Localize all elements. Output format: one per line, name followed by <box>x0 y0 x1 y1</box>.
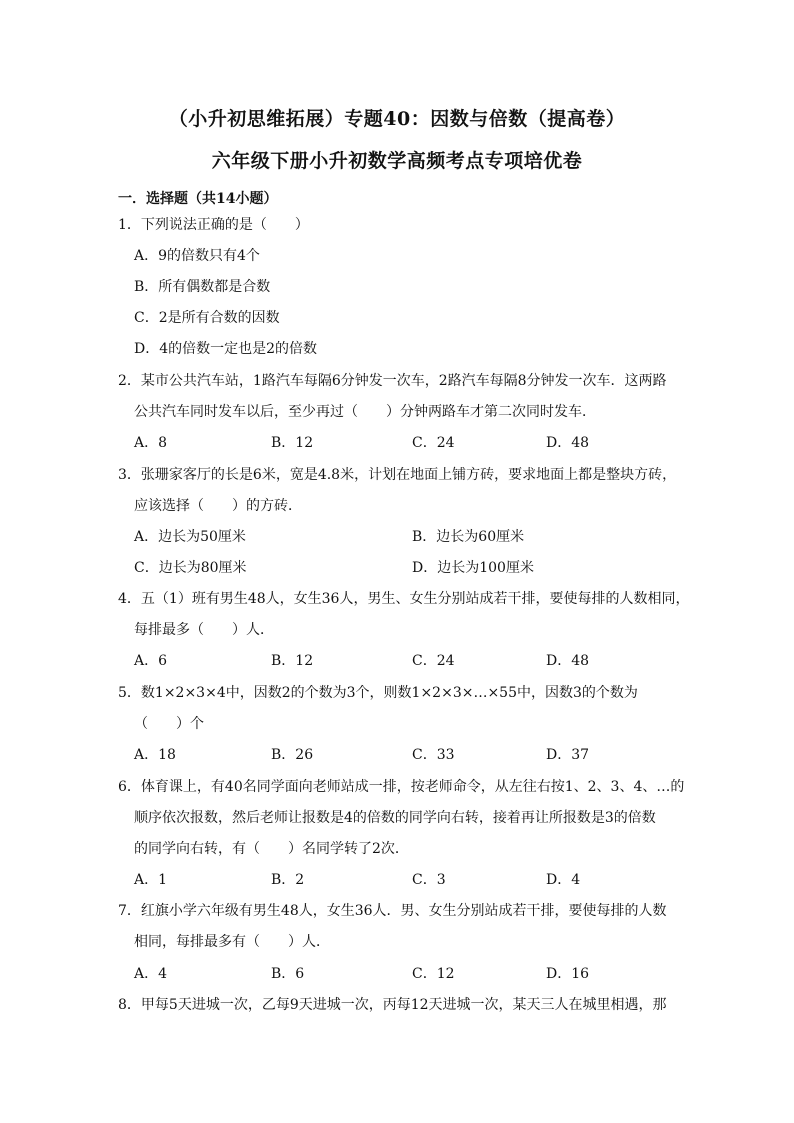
section-heading: 一．选择题（共14小题） <box>118 191 278 207</box>
option-c: C．24 <box>412 653 455 669</box>
option-d: D．16 <box>546 966 590 982</box>
option-d: D．48 <box>546 435 590 451</box>
option-c: C．24 <box>412 435 455 451</box>
option-b: B．所有偶数都是合数 <box>134 279 271 295</box>
option-a: A．8 <box>134 435 168 451</box>
option-d: D．4的倍数一定也是2的倍数 <box>134 341 318 357</box>
option-d: D．48 <box>546 653 590 669</box>
question-7 <box>118 896 688 958</box>
option-c: C．12 <box>412 966 455 982</box>
option-b: B．12 <box>271 435 314 451</box>
question-stem-cont: 每排最多（ ）人． <box>134 622 274 638</box>
option-b: B．边长为60厘米 <box>412 529 525 545</box>
option-b: B．2 <box>271 872 305 888</box>
question-6 <box>118 772 688 865</box>
question-stem: 6．体育课上，有40名同学面向老师站成一排，按老师命令，从左往右按1、2、3、4、…的 <box>118 779 685 795</box>
question-stem: 4．五（1）班有男生48人，女生36人，男生、女生分别站成若干排，要使每排的人数相同， <box>118 591 690 607</box>
option-c: C．3 <box>412 872 446 888</box>
option-c: C．边长为80厘米 <box>134 560 247 576</box>
option-b: B．26 <box>271 747 314 763</box>
option-c: C．2是所有合数的因数 <box>134 310 280 326</box>
question-2 <box>118 366 688 428</box>
question-5 <box>118 678 688 740</box>
question-stem: 7．红旗小学六年级有男生48人，女生36人．男、女生分别站成若干排，要使每排的人数 <box>118 903 667 919</box>
question-3 <box>118 460 688 522</box>
option-a: A．4 <box>134 966 168 982</box>
question-stem-cont: 的同学向右转，有（ ）名同学转了2次． <box>134 841 409 857</box>
question-stem-cont: （ ）个 <box>134 716 204 732</box>
question-stem-cont: 应该选择（ ）的方砖． <box>134 498 302 514</box>
option-a: A．9的倍数只有4个 <box>134 248 260 264</box>
question-8 <box>118 990 688 1021</box>
question-stem: 5．数1×2×3×4中，因数2的个数为3个，则数1×2×3×…×55中，因数3的个数为 <box>118 685 638 701</box>
question-stem: 1．下列说法正确的是（ ） <box>118 217 309 233</box>
question-stem: 3．张珊家客厅的长是6米，宽是4.8米，计划在地面上铺方砖，要求地面上都是整块方砖， <box>118 467 677 483</box>
question-4 <box>118 584 688 646</box>
question-stem: 8．甲每5天进城一次，乙每9天进城一次，丙每12天进城一次，某天三人在城里相遇，那 <box>118 997 667 1013</box>
document-subtitle: 六年级下册小升初数学高频考点专项培优卷 <box>211 150 583 172</box>
option-a: A．6 <box>134 653 168 669</box>
document-title: （小升初思维拓展）专题40：因数与倍数（提高卷） <box>168 108 626 130</box>
question-stem-cont: 顺序依次报数，然后老师让报数是4的倍数的同学向右转，接着再让所报数是3的倍数 <box>134 810 656 826</box>
option-d: D．37 <box>546 747 590 763</box>
option-c: C．33 <box>412 747 455 763</box>
question-1 <box>118 210 688 365</box>
option-a: A．边长为50厘米 <box>134 529 246 545</box>
question-stem: 2．某市公共汽车站，1路汽车每隔6分钟发一次车，2路汽车每隔8分钟发一次车．这两路 <box>118 373 667 389</box>
question-stem-cont: 公共汽车同时发车以后，至少再过（ ）分钟两路车才第二次同时发车． <box>134 404 596 420</box>
option-d: D．边长为100厘米 <box>412 560 534 576</box>
option-d: D．4 <box>546 872 581 888</box>
option-a: A．18 <box>134 747 176 763</box>
question-stem-cont: 相同，每排最多有（ ）人． <box>134 934 330 950</box>
option-b: B．6 <box>271 966 305 982</box>
option-b: B．12 <box>271 653 314 669</box>
option-a: A．1 <box>134 872 168 888</box>
